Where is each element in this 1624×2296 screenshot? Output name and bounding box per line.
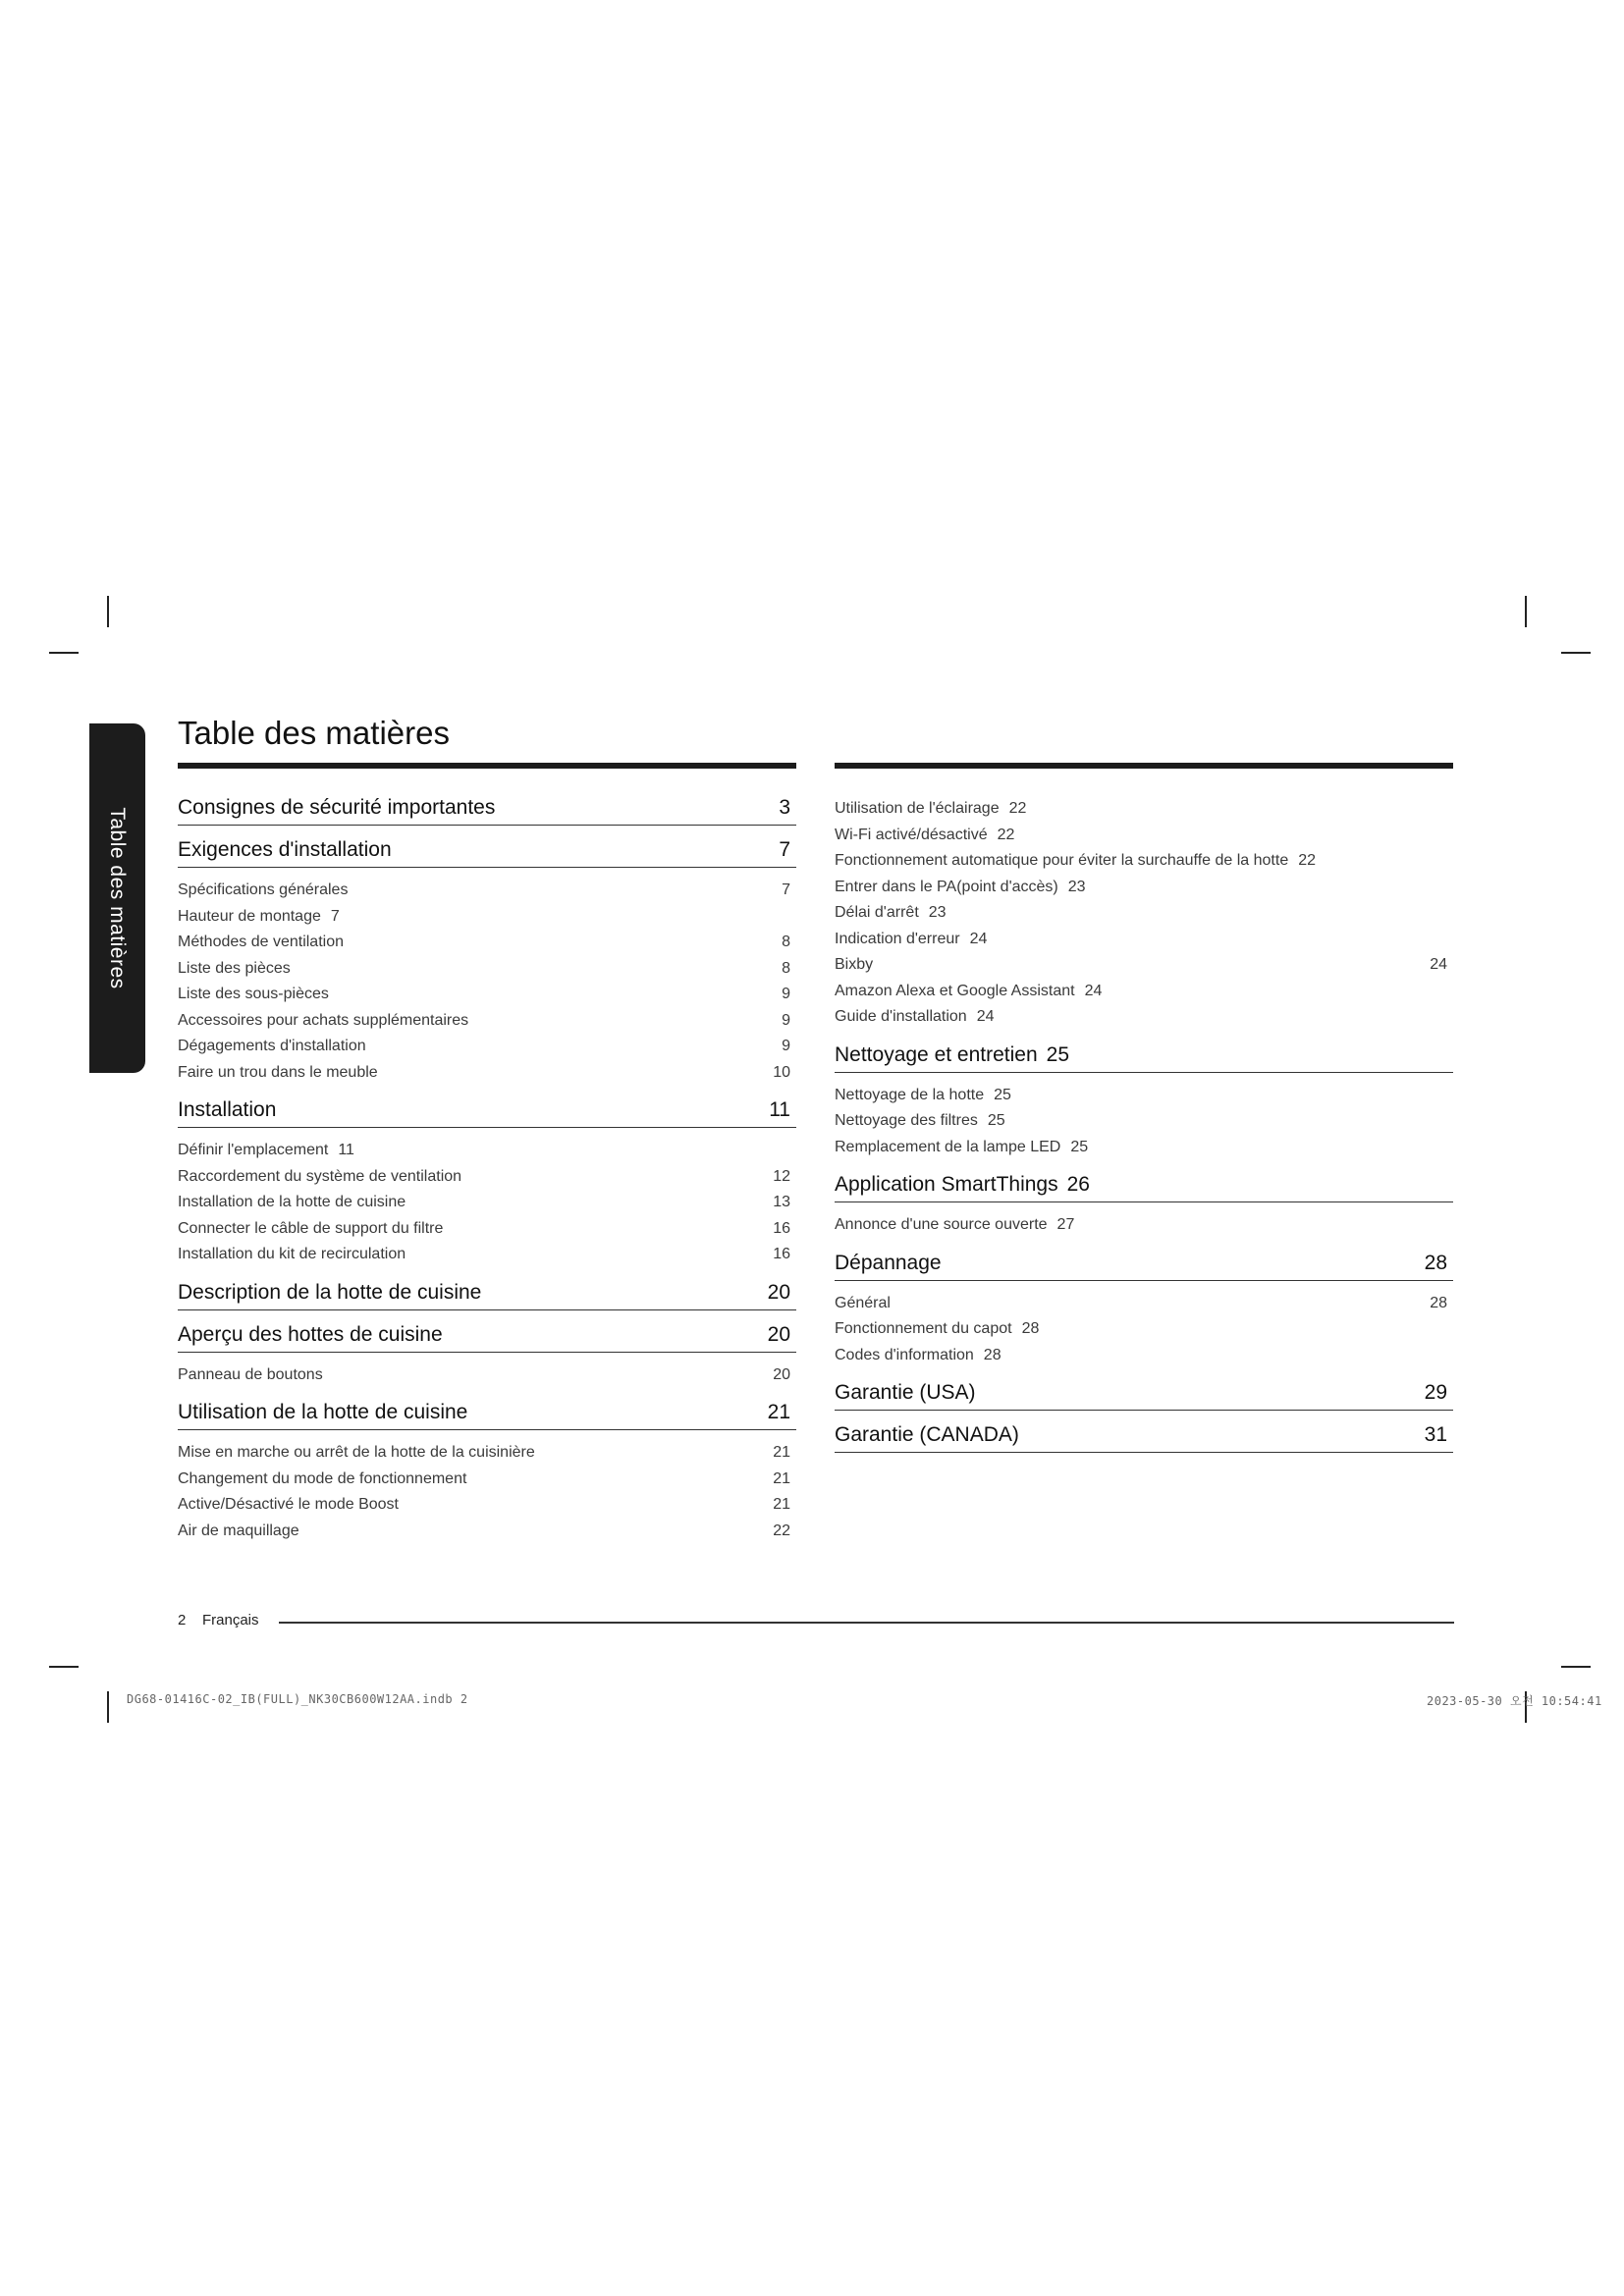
crop-mark-top-left-h: [49, 652, 79, 654]
toc-page-number: 22: [1008, 800, 1027, 817]
toc-entry-title: Spécifications générales: [178, 881, 349, 898]
toc-page-number: 11: [338, 1142, 354, 1158]
toc-page-number: 9: [782, 1038, 790, 1054]
toc-page-number: 21: [773, 1496, 790, 1513]
toc-entry-title: Panneau de boutons: [178, 1365, 323, 1383]
toc-entry-title: Changement du mode de fonctionnement: [178, 1469, 467, 1487]
crop-mark-bottom-left: [107, 1691, 109, 1723]
toc-section-title: Consignes de sécurité importantes: [178, 796, 496, 819]
toc-entry[interactable]: [178, 1467, 796, 1493]
toc-entry-title: Liste des pièces: [178, 959, 291, 977]
toc-entry-title: Nettoyage des filtres: [835, 1112, 978, 1129]
toc-section-heading[interactable]: [835, 1173, 1453, 1202]
toc-entry-title: Active/Désactivé le mode Boost: [178, 1496, 399, 1513]
crop-mark-bottom-right-h: [1561, 1666, 1591, 1668]
toc-page-number: 21: [767, 1401, 790, 1423]
print-slug-file: DG68-01416C-02_IB(FULL)_NK30CB600W12AA.indb 2: [127, 1692, 468, 1706]
side-tab-label: Table des matières: [106, 807, 129, 989]
toc-entry[interactable]: [178, 1440, 796, 1467]
footer-rule: [279, 1622, 1454, 1624]
toc-page-number: 22: [773, 1522, 790, 1539]
toc-page-number: 11: [769, 1098, 790, 1121]
toc-entry-title: Fonctionnement automatique pour éviter la surchauffe de la hotte: [835, 852, 1289, 869]
toc-page-number: 20: [773, 1365, 790, 1383]
toc-page-number: 25: [1046, 1042, 1069, 1066]
toc-page-number: 24: [976, 1008, 995, 1025]
toc-entry[interactable]: [178, 1190, 796, 1216]
toc-entry[interactable]: [835, 1316, 1453, 1343]
toc-section-title: Utilisation de la hotte de cuisine: [178, 1401, 468, 1423]
toc-page-number: 16: [773, 1246, 790, 1262]
toc-left-column: [178, 763, 796, 1544]
toc-page-number: 3: [779, 796, 790, 819]
toc-page-number: 16: [773, 1219, 790, 1237]
toc-page-number: 25: [987, 1112, 1005, 1129]
toc-entry-title: Général: [835, 1294, 891, 1311]
toc-page-number: 23: [928, 904, 947, 921]
toc-entry-title: Installation de la hotte de cuisine: [178, 1194, 406, 1210]
toc-entry[interactable]: [835, 848, 1453, 875]
toc-entry[interactable]: [178, 956, 796, 983]
toc-page-number: 22: [1298, 852, 1317, 869]
toc-page-number: 9: [782, 986, 790, 1002]
toc-entry[interactable]: [178, 904, 796, 931]
toc-section-heading[interactable]: [178, 1281, 796, 1310]
toc-entry-title: Délai d'arrêt: [835, 904, 919, 921]
toc-entry[interactable]: [178, 982, 796, 1008]
toc-left-list: [178, 796, 796, 1544]
toc-entry[interactable]: [835, 952, 1453, 979]
toc-page-number: 8: [782, 934, 790, 950]
toc-page-number: 25: [994, 1086, 1011, 1103]
toc-page-number: 24: [969, 930, 988, 947]
toc-page-number: 28: [1021, 1320, 1040, 1337]
toc-section-heading[interactable]: [178, 838, 796, 868]
toc-page-number: 7: [782, 881, 790, 898]
toc-page-number: 28: [1430, 1294, 1447, 1311]
toc-page-number: 8: [782, 959, 790, 977]
toc-entry-title: Wi-Fi activé/désactivé: [835, 826, 988, 843]
toc-entry-title: Utilisation de l'éclairage: [835, 800, 1000, 817]
toc-entry-title: Accessoires pour achats supplémentaires: [178, 1011, 469, 1029]
toc-page-number: 25: [1070, 1138, 1089, 1155]
toc-entry[interactable]: [178, 1362, 796, 1389]
toc-entry-title: Fonctionnement du capot: [835, 1320, 1012, 1337]
toc-entry[interactable]: [178, 1216, 796, 1243]
toc-page-number: 24: [1084, 982, 1103, 999]
toc-entry-title: Faire un trou dans le meuble: [178, 1063, 378, 1081]
toc-entry-title: Indication d'erreur: [835, 930, 960, 947]
toc-section-title: Description de la hotte de cuisine: [178, 1280, 482, 1304]
toc-entry[interactable]: [835, 900, 1453, 927]
toc-section-title: Garantie (USA): [835, 1381, 976, 1404]
toc-page-number: 31: [1424, 1423, 1447, 1446]
toc-section-heading[interactable]: [835, 1043, 1453, 1073]
toc-page-number: 7: [779, 838, 790, 861]
crop-mark-top-left: [107, 596, 109, 627]
page-title: Table des matières: [178, 715, 450, 751]
toc-page-number: 28: [1424, 1251, 1447, 1274]
toc-entry[interactable]: [835, 979, 1453, 1005]
crop-mark-bottom-left-h: [49, 1666, 79, 1668]
toc-entry-title: Codes d'information: [835, 1346, 974, 1363]
toc-entry-title: Annonce d'une source ouverte: [835, 1216, 1048, 1233]
toc-entry-title: Mise en marche ou arrêt de la hotte de la cuisinière: [178, 1444, 535, 1461]
toc-page-number: 29: [1424, 1381, 1447, 1404]
toc-entry[interactable]: [835, 823, 1453, 849]
toc-section-heading[interactable]: [835, 1423, 1453, 1453]
toc-entry[interactable]: [835, 875, 1453, 901]
toc-entry[interactable]: [835, 1108, 1453, 1135]
toc-entry[interactable]: [835, 796, 1453, 823]
toc-entry[interactable]: [178, 1492, 796, 1519]
toc-entry[interactable]: [835, 927, 1453, 953]
toc-entry-title: Entrer dans le PA(point d'accès): [835, 878, 1058, 895]
toc-right-list: [835, 796, 1453, 1453]
toc-section-heading[interactable]: [835, 1381, 1453, 1411]
toc-page-number: 22: [997, 826, 1015, 843]
toc-entry-title: Raccordement du système de ventilation: [178, 1167, 462, 1185]
toc-page-number: 9: [782, 1011, 790, 1029]
column-rule: [835, 763, 1453, 769]
toc-entry[interactable]: [178, 1138, 796, 1164]
toc-entry-title: Bixby: [835, 956, 874, 973]
toc-entry[interactable]: [178, 1519, 796, 1545]
toc-entry-title: Air de maquillage: [178, 1522, 299, 1539]
toc-entry[interactable]: [178, 1242, 796, 1268]
toc-entry-title: Liste des sous-pièces: [178, 986, 329, 1002]
toc-entry-title: Amazon Alexa et Google Assistant: [835, 982, 1075, 999]
toc-entry[interactable]: [835, 1343, 1453, 1369]
toc-entry-title: Installation du kit de recirculation: [178, 1246, 406, 1262]
toc-section-title: Application SmartThings: [835, 1173, 1058, 1196]
toc-page-number: 20: [767, 1280, 790, 1304]
toc-entry-title: Nettoyage de la hotte: [835, 1086, 985, 1103]
toc-section-heading[interactable]: [178, 1401, 796, 1430]
toc-page-number: 10: [773, 1063, 790, 1081]
toc-page-number: 7: [330, 907, 340, 925]
toc-entry-title: Remplacement de la lampe LED: [835, 1138, 1061, 1155]
toc-entry[interactable]: [835, 1083, 1453, 1109]
toc-section-title: Aperçu des hottes de cuisine: [178, 1322, 443, 1346]
toc-entry[interactable]: [835, 1212, 1453, 1239]
toc-entry[interactable]: [835, 1291, 1453, 1317]
toc-section-title: Nettoyage et entretien: [835, 1042, 1038, 1066]
toc-page-number: 24: [1430, 956, 1447, 973]
toc-page-number: 26: [1066, 1173, 1090, 1196]
toc-entry-title: Dégagements d'installation: [178, 1038, 366, 1054]
toc-section-title: Installation: [178, 1098, 277, 1121]
toc-section-title: Exigences d'installation: [178, 838, 392, 861]
toc-page-number: 20: [767, 1322, 790, 1346]
toc-entry-title: Méthodes de ventilation: [178, 934, 344, 950]
toc-page-number: 12: [773, 1167, 790, 1185]
toc-entry[interactable]: [835, 1135, 1453, 1161]
crop-mark-top-right: [1525, 596, 1527, 627]
toc-entry-title: Connecter le câble de support du filtre: [178, 1219, 444, 1237]
toc-entry[interactable]: [178, 930, 796, 956]
toc-right-column: [835, 763, 1453, 1463]
print-slug-date: 2023-05-30 오전 10:54:41: [1427, 1694, 1602, 1708]
toc-page-number: 13: [773, 1194, 790, 1210]
toc-page-number: 21: [773, 1444, 790, 1461]
toc-section-title: Dépannage: [835, 1251, 942, 1274]
toc-page-number: 27: [1056, 1216, 1075, 1233]
toc-section-heading[interactable]: [178, 796, 796, 826]
toc-entry-title: Hauteur de montage: [178, 907, 321, 925]
toc-section-heading[interactable]: [835, 1252, 1453, 1281]
toc-section-heading[interactable]: [178, 1098, 796, 1128]
footer-language: Français: [202, 1612, 259, 1629]
toc-section-title: Garantie (CANADA): [835, 1423, 1019, 1446]
toc-entry[interactable]: [178, 1164, 796, 1191]
toc-entry[interactable]: [835, 1004, 1453, 1031]
toc-entry[interactable]: [178, 1034, 796, 1060]
toc-section-heading[interactable]: [178, 1323, 796, 1353]
toc-entry-title: Guide d'installation: [835, 1008, 967, 1025]
toc-entry[interactable]: [178, 1008, 796, 1035]
column-rule: [178, 763, 796, 769]
toc-page-number: 23: [1067, 878, 1086, 895]
crop-mark-top-right-h: [1561, 652, 1591, 654]
toc-page-number: 21: [773, 1469, 790, 1487]
toc-entry[interactable]: [178, 1060, 796, 1087]
footer-page-number: 2: [178, 1612, 187, 1629]
toc-page-number: 28: [983, 1346, 1001, 1363]
toc-entry[interactable]: [178, 878, 796, 904]
toc-entry-title: Définir l'emplacement: [178, 1142, 329, 1158]
